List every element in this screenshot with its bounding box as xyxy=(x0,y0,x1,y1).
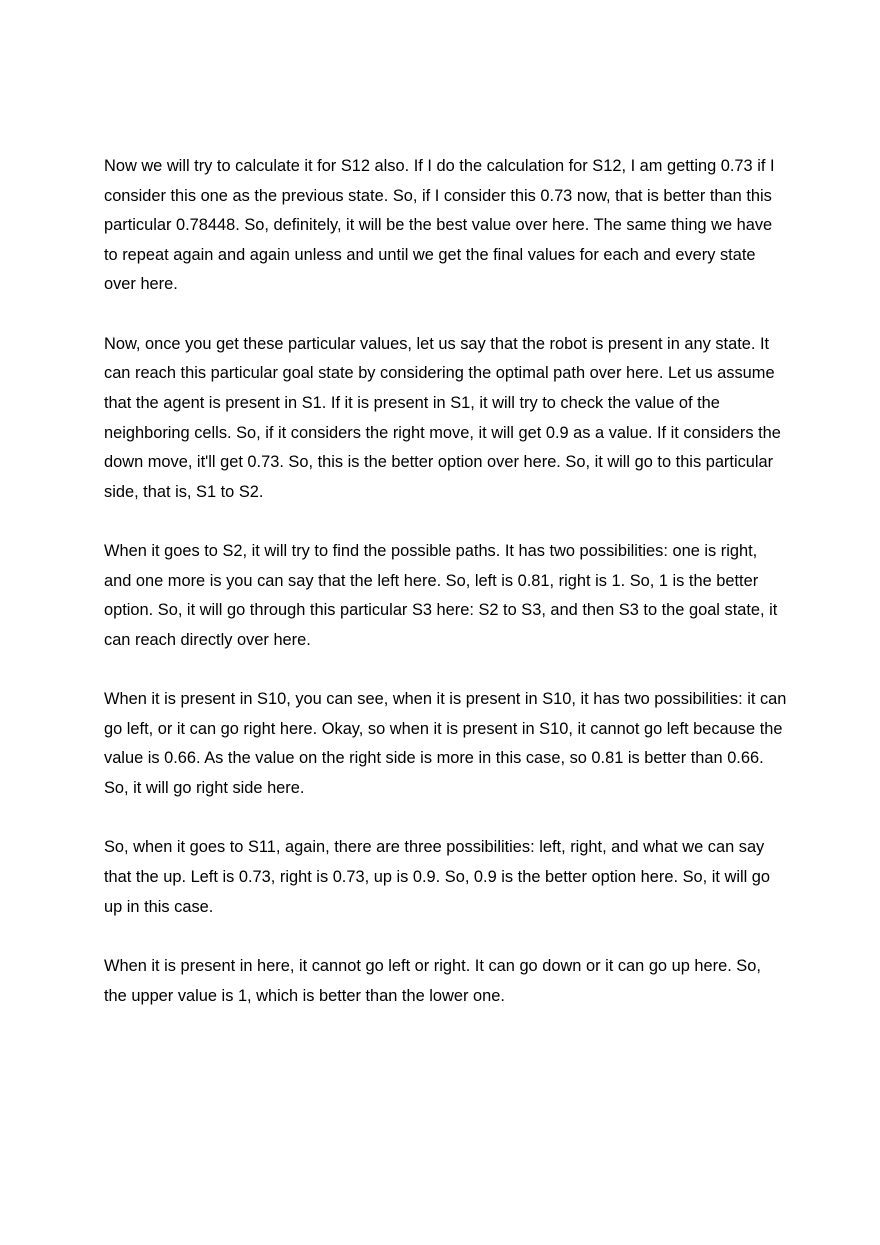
paragraph-4: When it is present in S10, you can see, when it is present in S10, it has two possibilities: it can go left, or it can go right here. Okay, so when it is present in S10, it cannot go left because the value is 0.66. As the value on the right side is more in this case, so 0.81 is better than 0.66. So, it will go right side here. xyxy=(104,690,787,798)
document-body xyxy=(104,152,788,1041)
paragraph-6: When it is present in here, it cannot go left or right. It can go down or it can go up here. So, the upper value is 1, which is better than the lower one. xyxy=(104,957,761,1005)
paragraph-2: Now, once you get these particular values, let us say that the robot is present in any state. It can reach this particular goal state by considering the optimal path over here. Let us assume that the agent is present in S1. If it is present in S1, it will try to check the value of the neighboring cells. So, if it considers the right move, it will get 0.9 as a value. If it considers the down move, it'll get 0.73. So, this is the better option over here. So, it will go to this particular side, that is, S1 to S2. xyxy=(104,334,781,501)
paragraph-1: Now we will try to calculate it for S12 also. If I do the calculation for S12, I am getting 0.73 if I consider this one as the previous state. So, if I consider this 0.73 now, that is better than this particular 0.78448. So, definitely, it will be the best value over here. The same thing we have to repeat again and again unless and until we get the final values for each and every state over here. xyxy=(104,157,775,294)
paragraph-3: When it goes to S2, it will try to find the possible paths. It has two possibilities: one is right, and one more is you can say that the left here. So, left is 0.81, right is 1. So, 1 is the better option. So, it will go through this particular S3 here: S2 to S3, and then S3 to the goal state, it can reach directly over here. xyxy=(104,542,778,649)
paragraph-5: So, when it goes to S11, again, there are three possibilities: left, right, and what we can say that the up. Left is 0.73, right is 0.73, up is 0.9. So, 0.9 is the better option here. So, it will go up in this case. xyxy=(104,838,771,916)
